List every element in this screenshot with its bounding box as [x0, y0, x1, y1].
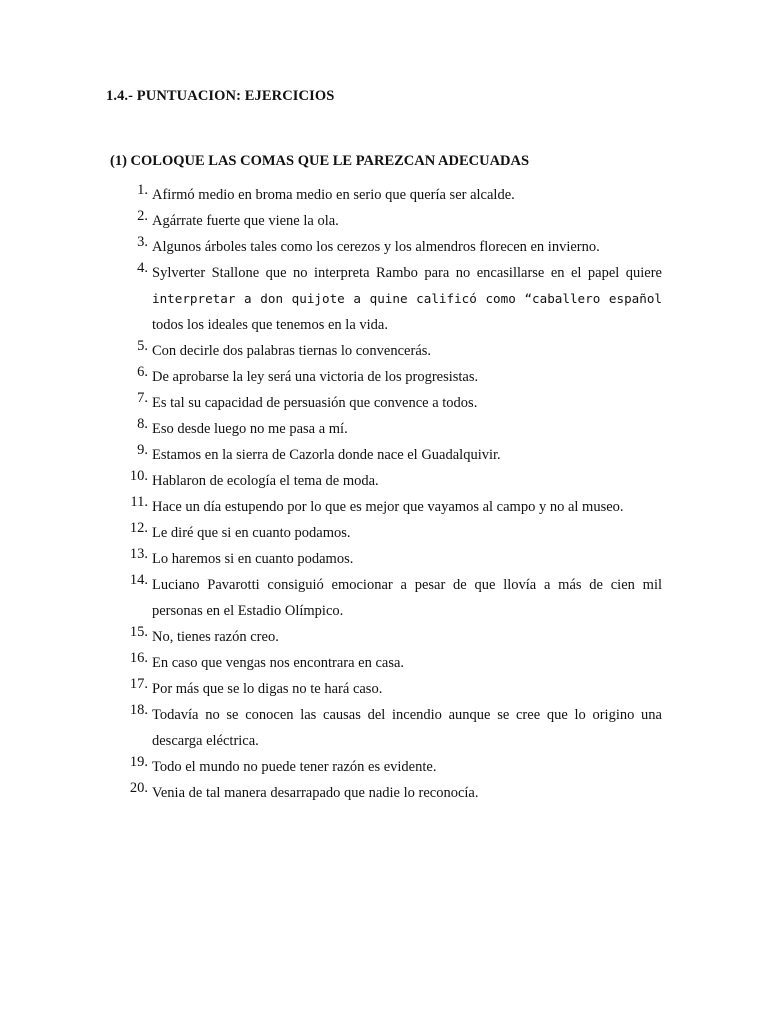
exercise-text-line: En caso que vengas nos encontrara en casa.	[152, 655, 405, 671]
exercise-number: 7.	[137, 390, 148, 406]
exercise-text-line: De aprobarse la ley será una victoria de los progresistas.	[152, 369, 479, 385]
exercise-text-line: descarga eléctrica.	[152, 733, 259, 749]
exercise-item	[120, 702, 662, 754]
exercise-text-line: Algunos árboles tales como los cerezos y los almendros florecen en invierno.	[152, 239, 600, 255]
exercise-text-line: Eso desde luego no me pasa a mí.	[152, 421, 348, 437]
exercise-text-line: Venia de tal manera desarrapado que nadie lo reconocía.	[152, 785, 479, 801]
exercise-text-line: Afirmó medio en broma medio en serio que quería ser alcalde.	[152, 187, 515, 203]
exercise-item	[120, 676, 662, 702]
exercise-item	[120, 260, 662, 338]
exercise-number: 17.	[129, 676, 148, 692]
exercise-number: 9.	[137, 442, 148, 458]
exercise-number: 14.	[129, 572, 148, 588]
exercise-number: 2.	[137, 208, 148, 224]
exercise-text-line: Lo haremos si en cuanto podamos.	[152, 551, 354, 567]
section-heading: 1.4.- PUNTUACION: EJERCICIOS	[106, 88, 335, 104]
exercise-text-line: Estamos en la sierra de Cazorla donde nace el Guadalquivir.	[152, 447, 501, 463]
exercise-number: 1.	[137, 182, 148, 198]
exercise-number: 20.	[129, 780, 148, 796]
exercise-number: 8.	[137, 416, 148, 432]
exercise-item	[120, 624, 662, 650]
exercise-number: 11.	[130, 494, 148, 510]
exercise-item	[120, 234, 662, 260]
exercise-text-line: Le diré que si en cuanto podamos.	[152, 525, 351, 541]
exercise-number: 18.	[129, 702, 148, 718]
exercise-item	[120, 364, 662, 390]
exercise-item	[120, 442, 662, 468]
exercise-text-line: No, tienes razón creo.	[152, 629, 279, 645]
exercise-item	[120, 494, 662, 520]
exercise-item	[120, 780, 662, 806]
exercise-text-line: Todo el mundo no puede tener razón es evidente.	[152, 759, 437, 775]
exercise-item	[120, 754, 662, 780]
exercise-number: 12.	[129, 520, 148, 536]
exercise-item	[120, 416, 662, 442]
exercise-text-line: todos los ideales que tenemos en la vida.	[152, 317, 388, 333]
exercise-item	[120, 520, 662, 546]
exercise-item	[120, 182, 662, 208]
exercise-text-line: Sylverter Stallone que no interpreta Rambo para no encasillarse en el papel quiere	[152, 265, 662, 281]
exercise-item	[120, 650, 662, 676]
exercise-text-line: Con decirle dos palabras tiernas lo convencerás.	[152, 343, 432, 359]
exercise-number: 15.	[129, 624, 148, 640]
exercise-text-line: interpretar a don quijote a quine calificó como “caballero español	[152, 291, 662, 306]
exercise-text-line: Luciano Pavarotti consiguió emocionar a pesar de que llovía a más de cien mil	[152, 577, 662, 593]
exercise-number: 3.	[137, 234, 148, 250]
exercise-item	[120, 390, 662, 416]
exercise-number: 19.	[129, 754, 148, 770]
exercise-number: 4.	[137, 260, 148, 276]
exercise-number: 10.	[129, 468, 148, 484]
exercise-instruction: (1) COLOQUE LAS COMAS QUE LE PAREZCAN ADECUADAS	[110, 153, 530, 169]
exercise-text-line: Todavía no se conocen las causas del incendio aunque se cree que lo origino una	[152, 707, 662, 723]
exercise-number: 6.	[137, 364, 148, 380]
exercise-text-line: Hace un día estupendo por lo que es mejor que vayamos al campo y no al museo.	[152, 499, 624, 515]
exercise-text-line: Por más que se lo digas no te hará caso.	[152, 681, 383, 697]
exercise-text-line: Agárrate fuerte que viene la ola.	[152, 213, 339, 229]
exercise-item	[120, 572, 662, 624]
exercise-text-line: personas en el Estadio Olímpico.	[152, 603, 344, 619]
exercise-text-line: Hablaron de ecología el tema de moda.	[152, 473, 379, 489]
exercise-number: 13.	[129, 546, 148, 562]
exercise-list	[120, 182, 662, 806]
exercise-item	[120, 208, 662, 234]
exercise-number: 5.	[137, 338, 148, 354]
exercise-text-line: Es tal su capacidad de persuasión que convence a todos.	[152, 395, 478, 411]
exercise-item	[120, 468, 662, 494]
exercise-number: 16.	[129, 650, 148, 666]
exercise-item	[120, 338, 662, 364]
exercise-item	[120, 546, 662, 572]
